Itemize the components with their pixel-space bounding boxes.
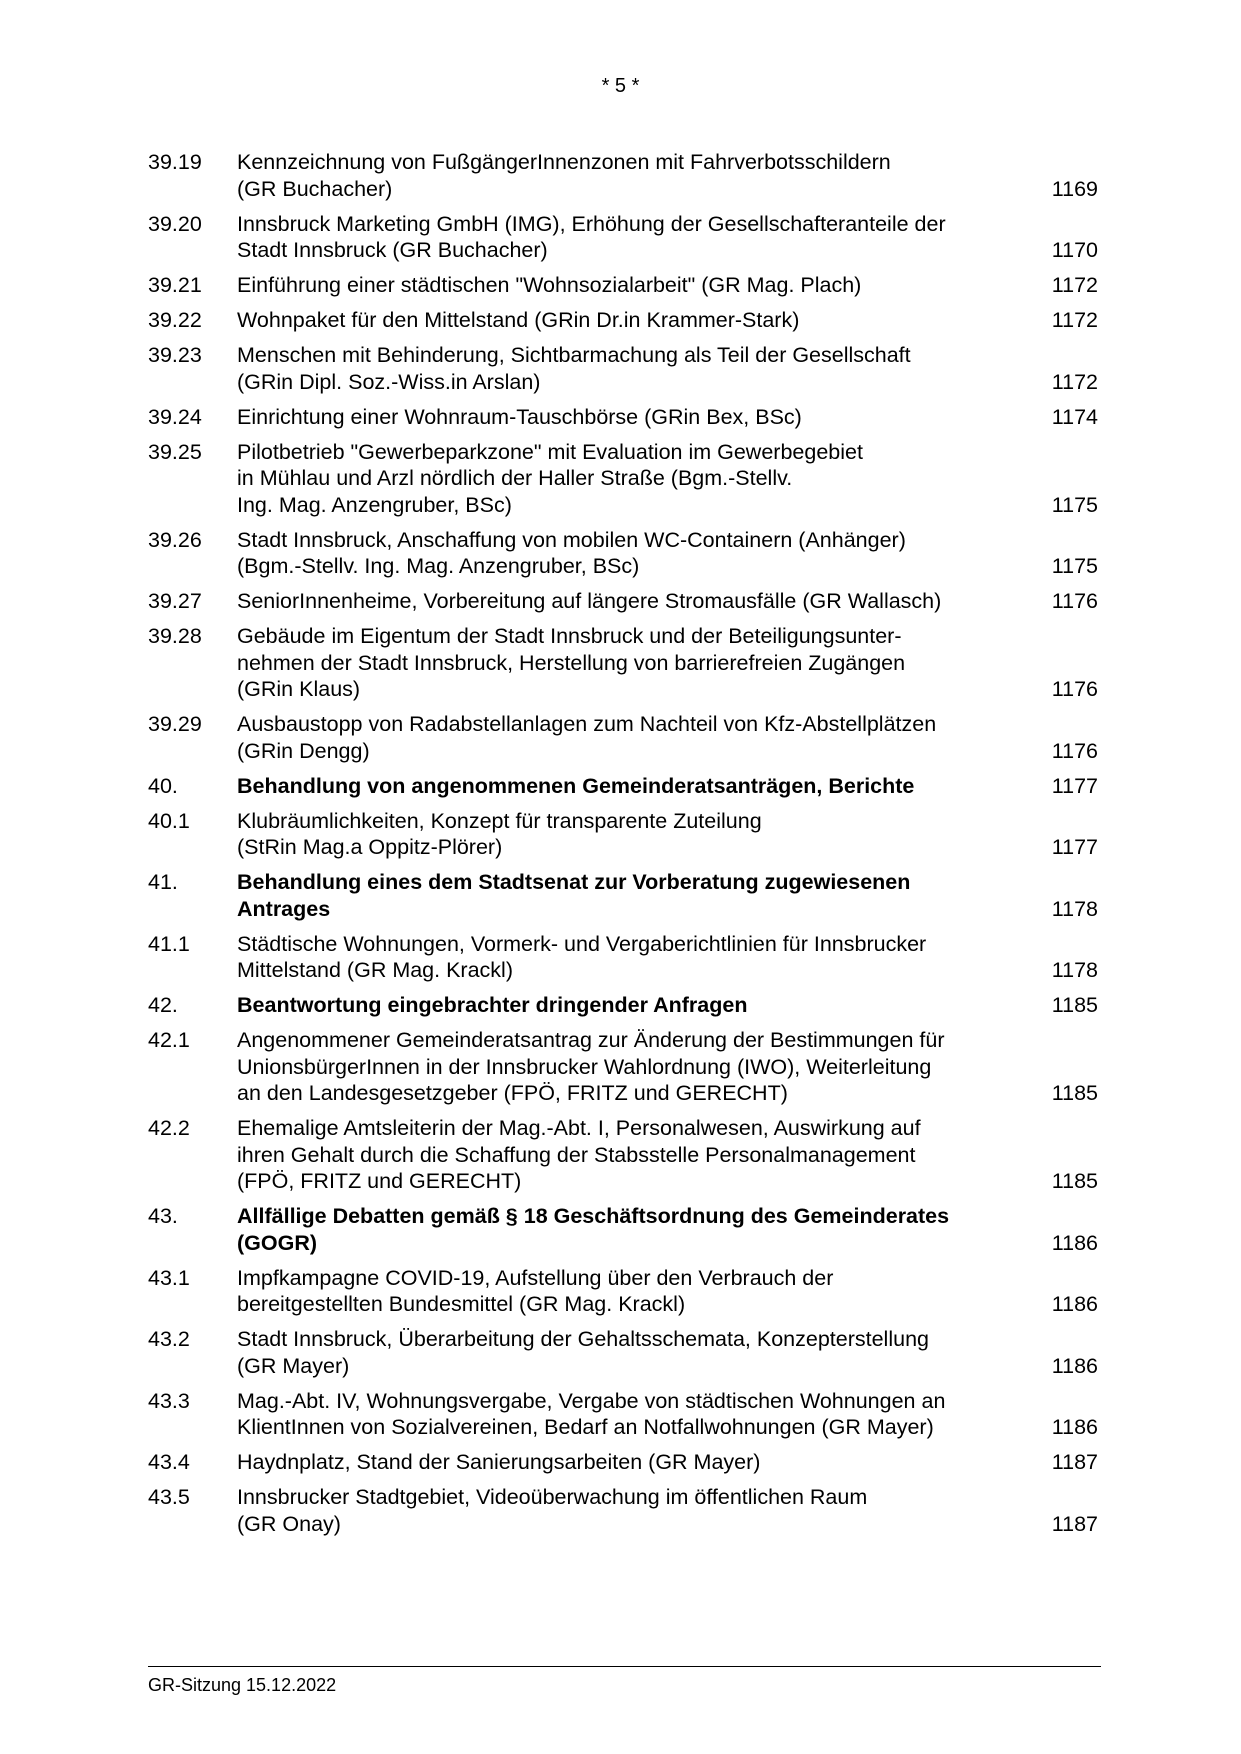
toc-entry-page: 1177	[1051, 835, 1098, 859]
toc-entry	[148, 623, 1098, 703]
toc-entry	[148, 404, 1098, 431]
toc-entry-title	[237, 404, 1007, 431]
toc-entry	[148, 1326, 1098, 1379]
toc-entry-number: 39.29	[148, 712, 202, 736]
toc-entry-number: 40.	[148, 773, 178, 798]
toc-entry-number: 39.27	[148, 589, 202, 613]
toc-entry	[148, 1203, 1098, 1256]
toc-entry-title-line: Pilotbetrieb "Gewerbeparkzone" mit Evaluation im Gewerbegebiet	[237, 439, 863, 464]
toc-entry-title-line: Angenommener Gemeinderatsantrag zur Änderung der Bestimmungen für	[237, 1028, 945, 1052]
toc-entry-title-line: (Bgm.-Stellv. Ing. Mag. Anzengruber, BSc)	[237, 554, 640, 578]
toc-entry-title	[237, 931, 1007, 984]
toc-entry-number: 40.1	[148, 808, 190, 833]
toc-entry	[148, 869, 1098, 922]
toc-entry	[148, 1115, 1098, 1195]
toc-entry-number: 39.23	[148, 343, 202, 367]
toc-entry-title-line: Einrichtung einer Wohnraum-Tauschbörse (GRin Bex, BSc)	[237, 404, 802, 429]
toc-entry-title	[237, 272, 1007, 299]
toc-entry-page: 1177	[1051, 773, 1098, 798]
toc-entry-number: 39.19	[148, 150, 202, 174]
toc-entry-title-line: (GR Mayer)	[237, 1353, 350, 1378]
toc-entry-title-line: in Mühlau und Arzl nördlich der Haller Straße (Bgm.-Stellv.	[237, 466, 793, 490]
toc-entry-title	[237, 711, 1007, 764]
toc-entry-title-line: Wohnpaket für den Mittelstand (GRin Dr.in Krammer-Stark)	[237, 308, 800, 332]
toc-entry-title-line: Klubräumlichkeiten, Konzept für transparente Zuteilung	[237, 808, 762, 833]
toc-entry	[148, 272, 1098, 299]
toc-entry-page: 1170	[1051, 238, 1098, 262]
toc-entry-page: 1172	[1051, 273, 1098, 297]
toc-entry-number: 41.	[148, 870, 178, 894]
toc-entry-page: 1176	[1051, 738, 1098, 763]
toc-entry-title-line: Impfkampagne COVID-19, Aufstellung über den Verbrauch der	[237, 1265, 834, 1290]
toc-entry	[148, 1265, 1098, 1318]
toc-entry-title-line: (GR Onay)	[237, 1511, 341, 1536]
toc-entry-title-line: (StRin Mag.a Oppitz-Plörer)	[237, 835, 503, 859]
toc-entry-page: 1186	[1051, 1230, 1098, 1255]
toc-entry-title	[237, 1115, 1007, 1195]
toc-entry-title-line: Einführung einer städtischen "Wohnsozialarbeit" (GR Mag. Plach)	[237, 273, 862, 297]
toc-entry	[148, 1449, 1098, 1476]
toc-entry-number: 39.24	[148, 404, 202, 429]
toc-entry	[148, 527, 1098, 580]
table-of-contents	[148, 149, 1098, 1537]
toc-entry-title	[237, 1265, 1007, 1318]
toc-entry-title	[237, 527, 1007, 580]
toc-entry-page: 1176	[1051, 677, 1098, 701]
toc-entry-number: 39.21	[148, 273, 202, 297]
toc-entry-number: 39.25	[148, 439, 202, 464]
toc-entry-title	[237, 1449, 1007, 1476]
toc-entry-title-line: Stadt Innsbruck, Überarbeitung der Gehaltsschemata, Konzepterstellung	[237, 1327, 929, 1351]
toc-entry-number: 39.22	[148, 308, 202, 332]
toc-entry-title	[237, 307, 1007, 334]
toc-entry-number: 42.	[148, 993, 178, 1017]
toc-entry-title-line: Innsbrucker Stadtgebiet, Videoüberwachung im öffentlichen Raum	[237, 1485, 868, 1509]
toc-entry-title-line: SeniorInnenheime, Vorbereitung auf längere Stromausfälle (GR Wallasch)	[237, 589, 942, 613]
toc-entry	[148, 307, 1098, 334]
toc-entry-title	[237, 1388, 1007, 1441]
toc-entry-number: 43.3	[148, 1388, 190, 1413]
toc-entry-number: 39.20	[148, 211, 202, 236]
toc-entry-title-line: (FPÖ, FRITZ und GERECHT)	[237, 1169, 522, 1193]
toc-entry	[148, 588, 1098, 615]
toc-entry-page: 1185	[1051, 1081, 1098, 1105]
toc-entry	[148, 1484, 1098, 1537]
toc-entry-title-line: Mag.-Abt. IV, Wohnungsvergabe, Vergabe von städtischen Wohnungen an	[237, 1388, 946, 1413]
toc-entry-title	[237, 211, 1007, 264]
page-number: * 5 *	[601, 75, 640, 97]
toc-entry-title	[237, 808, 1007, 861]
toc-entry-title-line: ihren Gehalt durch die Schaffung der Stabsstelle Personalmanagement	[237, 1142, 916, 1167]
toc-entry-title	[237, 149, 1007, 202]
toc-entry-page: 1187	[1051, 1511, 1098, 1536]
toc-entry-title	[237, 623, 1007, 703]
toc-entry-title-line: (GOGR)	[237, 1230, 318, 1255]
toc-entry-number: 39.26	[148, 527, 202, 552]
toc-entry-title-line: (GR Buchacher)	[237, 176, 393, 201]
toc-entry-title-line: Stadt Innsbruck, Anschaffung von mobilen WC-Containern (Anhänger)	[237, 527, 906, 552]
toc-entry-page: 1172	[1051, 369, 1098, 394]
footer-divider	[148, 1666, 1101, 1667]
toc-entry-page: 1169	[1051, 176, 1098, 201]
toc-entry-page: 1178	[1051, 896, 1098, 921]
toc-entry-title-line: Mittelstand (GR Mag. Krackl)	[237, 958, 513, 982]
toc-entry	[148, 439, 1098, 519]
toc-entry-title-line: Behandlung eines dem Stadtsenat zur Vorberatung zugewiesenen	[237, 870, 911, 894]
toc-entry-title-line: Menschen mit Behinderung, Sichtbarmachung als Teil der Gesellschaft	[237, 343, 911, 367]
toc-entry-title	[237, 439, 1007, 519]
toc-entry-title	[237, 1203, 1007, 1256]
toc-entry-title-line: KlientInnen von Sozialvereinen, Bedarf an Notfallwohnungen (GR Mayer)	[237, 1415, 934, 1439]
toc-entry-title-line: Ing. Mag. Anzengruber, BSc)	[237, 492, 512, 517]
toc-entry-title-line: (GRin Dipl. Soz.-Wiss.in Arslan)	[237, 369, 541, 394]
toc-entry	[148, 342, 1098, 395]
toc-entry-page: 1174	[1051, 404, 1098, 429]
toc-entry-number: 39.28	[148, 624, 202, 648]
toc-entry	[148, 1388, 1098, 1441]
toc-entry-title-line: Allfällige Debatten gemäß § 18 Geschäftsordnung des Gemeinderates	[237, 1204, 950, 1228]
toc-entry	[148, 211, 1098, 264]
toc-entry-title	[237, 1027, 1007, 1107]
toc-entry	[148, 808, 1098, 861]
toc-entry-title-line: (GRin Dengg)	[237, 738, 370, 763]
toc-entry-title-line: Behandlung von angenommenen Gemeinderatsanträgen, Berichte	[237, 773, 915, 798]
toc-entry-title	[237, 869, 1007, 922]
toc-entry-page: 1178	[1051, 958, 1098, 982]
toc-entry-title-line: Ehemalige Amtsleiterin der Mag.-Abt. I, Personalwesen, Auswirkung auf	[237, 1116, 921, 1140]
toc-entry-title-line: Gebäude im Eigentum der Stadt Innsbruck und der Beteiligungsunter-	[237, 624, 902, 648]
toc-entry-title	[237, 342, 1007, 395]
toc-entry-number: 43.1	[148, 1265, 190, 1290]
toc-entry-page: 1175	[1051, 554, 1098, 578]
toc-entry-number: 43.	[148, 1204, 178, 1228]
toc-entry	[148, 931, 1098, 984]
toc-entry-title-line: UnionsbürgerInnen in der Innsbrucker Wahlordnung (IWO), Weiterleitung	[237, 1054, 932, 1079]
toc-entry-page: 1176	[1051, 589, 1098, 613]
toc-entry-number: 42.2	[148, 1116, 190, 1140]
toc-entry	[148, 992, 1098, 1019]
toc-entry-title-line: bereitgestellten Bundesmittel (GR Mag. Krackl)	[237, 1292, 686, 1316]
toc-entry	[148, 149, 1098, 202]
toc-entry-number: 42.1	[148, 1028, 190, 1052]
toc-entry	[148, 773, 1098, 800]
toc-entry-page: 1172	[1051, 308, 1098, 332]
toc-entry-page: 1186	[1051, 1292, 1098, 1316]
toc-entry-title-line: Städtische Wohnungen, Vormerk- und Vergaberichtlinien für Innsbrucker	[237, 931, 927, 956]
toc-entry-number: 43.5	[148, 1485, 190, 1509]
toc-entry-page: 1186	[1051, 1415, 1098, 1439]
footer-session-date: GR-Sitzung 15.12.2022	[148, 1675, 337, 1695]
toc-entry-title-line: Beantwortung eingebrachter dringender Anfragen	[237, 993, 748, 1017]
toc-entry	[148, 1027, 1098, 1107]
toc-entry-title	[237, 992, 1007, 1019]
toc-entry-number: 43.2	[148, 1327, 190, 1351]
toc-entry-title	[237, 1484, 1007, 1537]
toc-entry-page: 1187	[1051, 1450, 1098, 1474]
toc-entry-title	[237, 773, 1007, 800]
toc-entry-title-line: (GRin Klaus)	[237, 677, 361, 701]
toc-entry-title-line: an den Landesgesetzgeber (FPÖ, FRITZ und GERECHT)	[237, 1081, 788, 1105]
toc-entry-title-line: Ausbaustopp von Radabstellanlagen zum Nachteil von Kfz-Abstellplätzen	[237, 712, 937, 736]
toc-entry-title	[237, 1326, 1007, 1379]
toc-entry-title	[237, 588, 1007, 615]
toc-entry-title-line: Innsbruck Marketing GmbH (IMG), Erhöhung der Gesellschafteranteile der	[237, 211, 946, 236]
toc-entry-title-line: Kennzeichnung von FußgängerInnenzonen mit Fahrverbotsschildern	[237, 150, 891, 174]
toc-entry-page: 1185	[1051, 1169, 1098, 1193]
toc-entry-number: 41.1	[148, 931, 190, 956]
toc-entry-number: 43.4	[148, 1450, 190, 1474]
toc-entry-page: 1175	[1051, 492, 1098, 517]
toc-entry-title-line: Stadt Innsbruck (GR Buchacher)	[237, 238, 548, 262]
toc-entry	[148, 711, 1098, 764]
toc-entry-title-line: nehmen der Stadt Innsbruck, Herstellung von barrierefreien Zugängen	[237, 650, 906, 675]
toc-entry-page: 1185	[1051, 993, 1098, 1017]
toc-entry-title-line: Haydnplatz, Stand der Sanierungsarbeiten (GR Mayer)	[237, 1450, 761, 1474]
toc-entry-title-line: Antrages	[237, 896, 331, 921]
toc-entry-page: 1186	[1051, 1353, 1098, 1378]
